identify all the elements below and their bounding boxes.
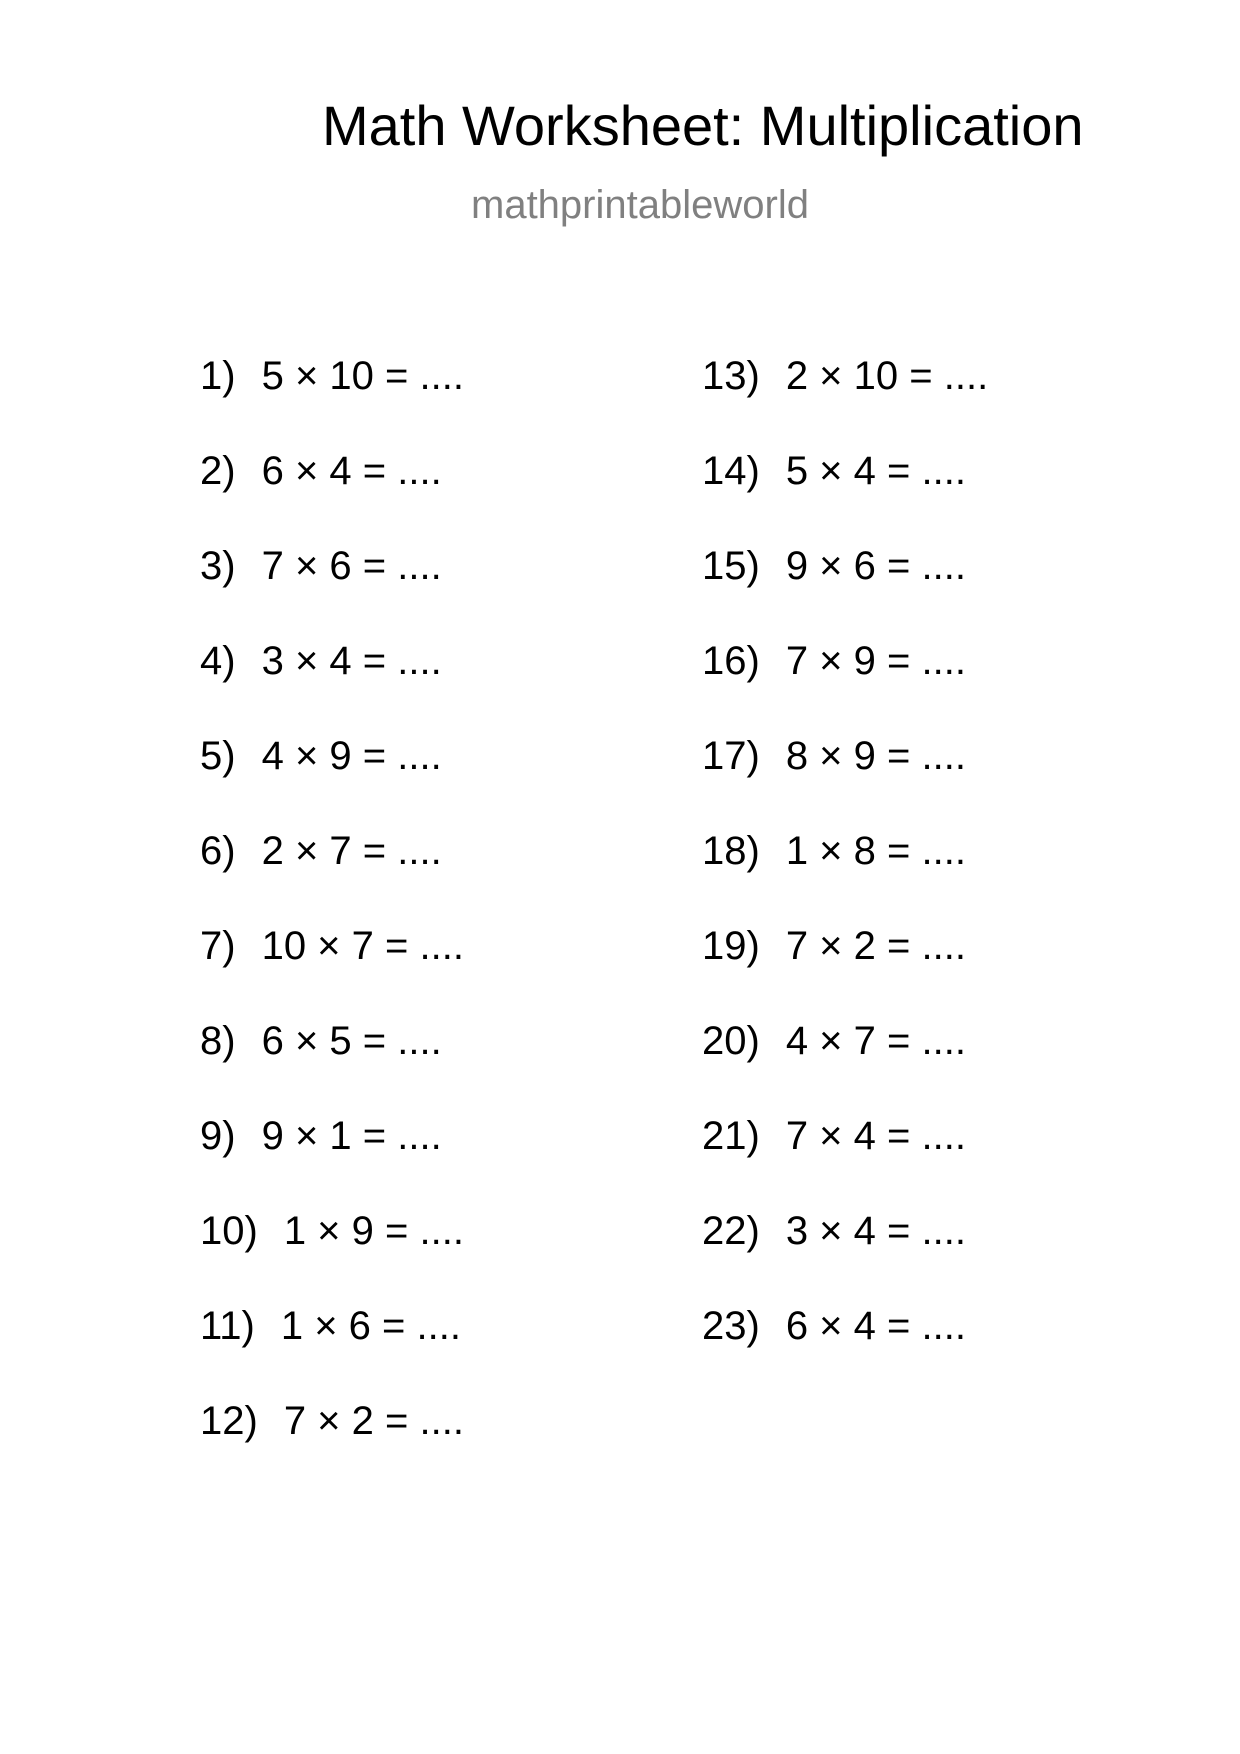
problem-item — [200, 447, 464, 542]
problem-number: 21) — [702, 1114, 760, 1158]
problem-number: 22) — [702, 1209, 760, 1253]
problem-number: 11) — [200, 1304, 255, 1348]
problem-expression: 7 × 2 = .... — [785, 924, 966, 968]
problem-number: 1) — [200, 354, 236, 398]
problem-number: 10) — [200, 1209, 258, 1253]
problem-expression: 6 × 4 = .... — [261, 449, 442, 493]
problem-number: 5) — [200, 734, 236, 778]
problem-number: 9) — [200, 1114, 236, 1158]
problem-expression: 1 × 8 = .... — [785, 829, 966, 873]
problem-expression: 6 × 5 = .... — [261, 1019, 442, 1063]
problem-item — [702, 1207, 988, 1302]
problem-expression: 5 × 10 = .... — [261, 354, 464, 398]
problem-item — [200, 1017, 464, 1112]
problem-number: 14) — [702, 449, 760, 493]
problem-item — [702, 827, 988, 922]
problem-column-left — [200, 352, 464, 1492]
problem-number: 13) — [702, 354, 760, 398]
problem-item — [200, 542, 464, 637]
problem-expression: 3 × 4 = .... — [261, 639, 442, 683]
page-subtitle: mathprintableworld — [471, 183, 809, 227]
problem-item — [200, 732, 464, 827]
problem-expression: 2 × 10 = .... — [785, 354, 989, 398]
problem-number: 12) — [200, 1399, 258, 1443]
problem-number: 6) — [200, 829, 236, 873]
problem-column-right — [702, 352, 988, 1397]
problem-item — [702, 922, 988, 1017]
problem-expression: 3 × 4 = .... — [785, 1209, 966, 1253]
problem-expression: 6 × 4 = .... — [785, 1304, 966, 1348]
problem-item — [702, 1302, 988, 1397]
problem-item — [200, 827, 464, 922]
page-title: Math Worksheet: Multiplication — [322, 94, 1084, 157]
problem-expression: 4 × 7 = .... — [785, 1019, 966, 1063]
problem-expression: 10 × 7 = .... — [261, 924, 464, 968]
problem-expression: 1 × 6 = .... — [280, 1304, 461, 1348]
problem-item — [200, 1397, 464, 1492]
problem-number: 23) — [702, 1304, 760, 1348]
problem-item — [200, 1112, 464, 1207]
problem-item — [200, 352, 464, 447]
problem-number: 19) — [702, 924, 760, 968]
problem-expression: 7 × 9 = .... — [785, 639, 966, 683]
problem-expression: 9 × 6 = .... — [785, 544, 966, 588]
problem-number: 18) — [702, 829, 760, 873]
problem-number: 4) — [200, 639, 236, 683]
problem-expression: 2 × 7 = .... — [261, 829, 442, 873]
problem-expression: 9 × 1 = .... — [261, 1114, 442, 1158]
problem-number: 17) — [702, 734, 760, 778]
problem-expression: 7 × 2 = .... — [283, 1399, 464, 1443]
problem-number: 3) — [200, 544, 236, 588]
problem-item — [702, 1017, 988, 1112]
problem-number: 2) — [200, 449, 236, 493]
problem-expression: 1 × 9 = .... — [283, 1209, 464, 1253]
problem-number: 20) — [702, 1019, 760, 1063]
problem-number: 8) — [200, 1019, 236, 1063]
problem-number: 7) — [200, 924, 236, 968]
problem-expression: 7 × 4 = .... — [785, 1114, 966, 1158]
problem-number: 16) — [702, 639, 760, 683]
problem-item — [200, 637, 464, 732]
problem-expression: 7 × 6 = .... — [261, 544, 442, 588]
problem-item — [702, 732, 988, 827]
problem-item — [200, 1302, 464, 1397]
problem-expression: 8 × 9 = .... — [785, 734, 966, 778]
problem-item — [702, 637, 988, 732]
problem-item — [702, 542, 988, 637]
problem-expression: 4 × 9 = .... — [261, 734, 442, 778]
problem-item — [702, 1112, 988, 1207]
problem-item — [702, 352, 988, 447]
problem-expression: 5 × 4 = .... — [785, 449, 966, 493]
problem-item — [200, 1207, 464, 1302]
problem-item — [200, 922, 464, 1017]
problem-item — [702, 447, 988, 542]
problem-number: 15) — [702, 544, 760, 588]
